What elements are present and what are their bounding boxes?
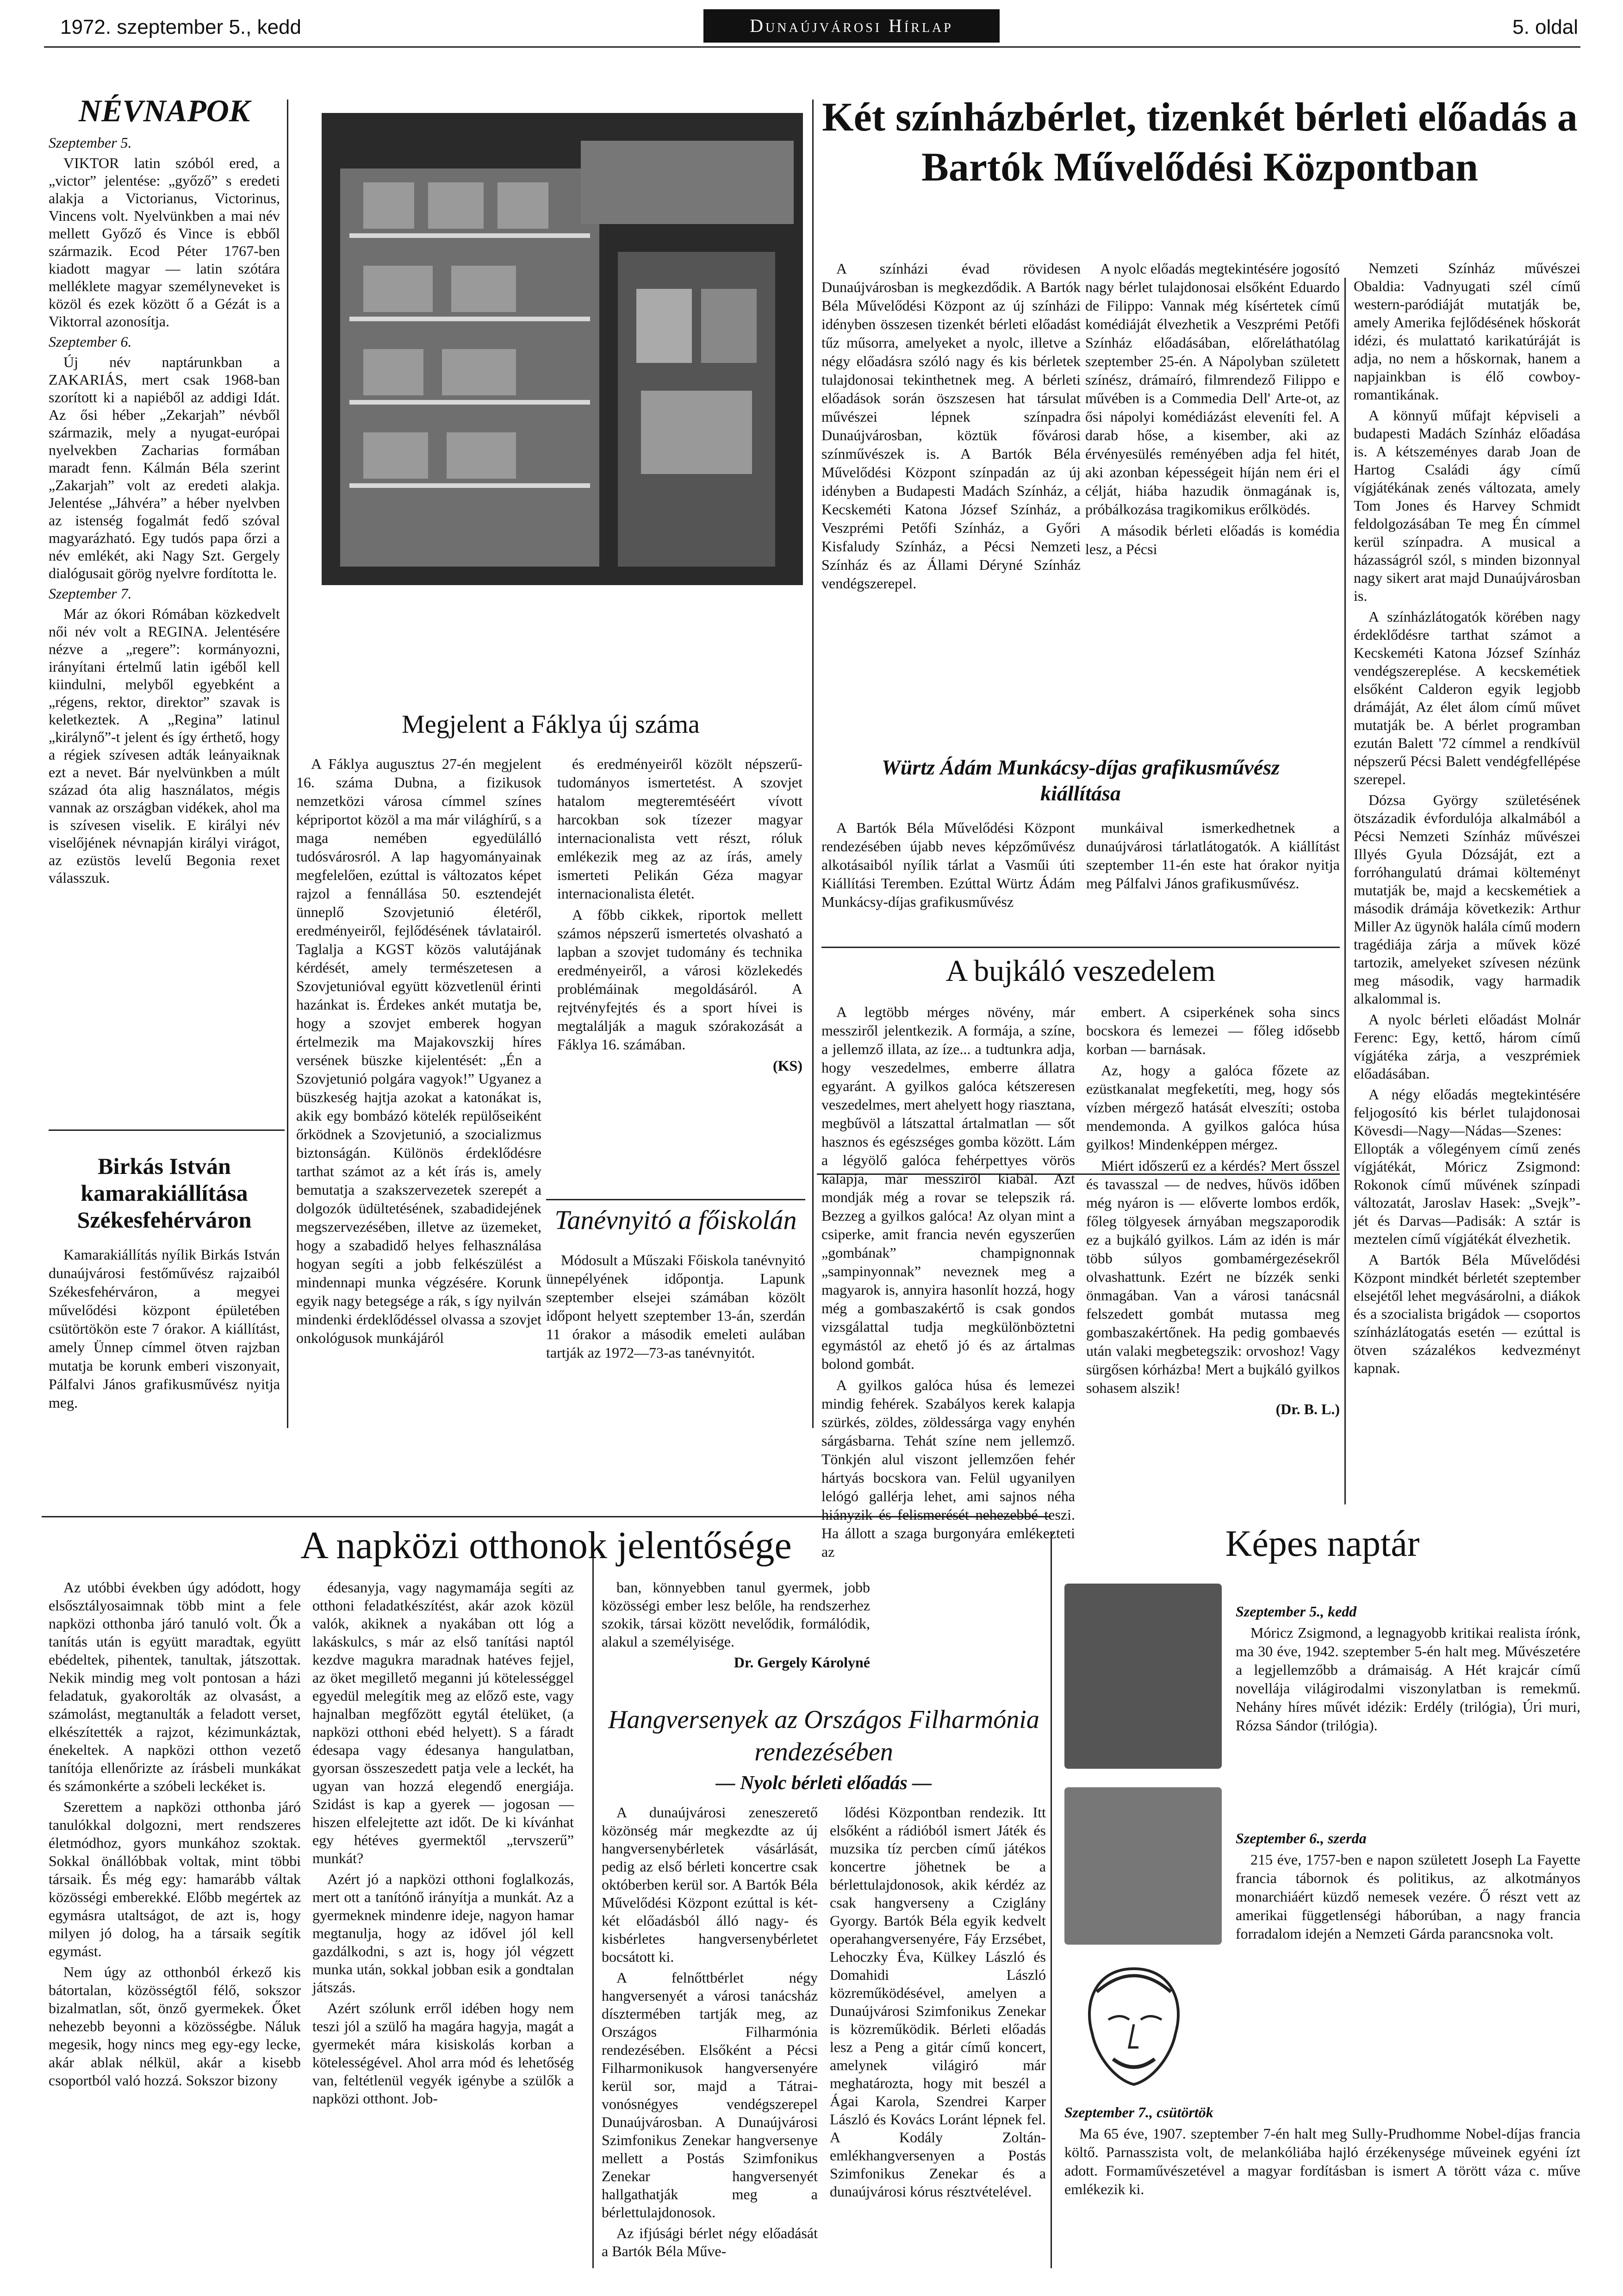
kepes-title: Képes naptár (1225, 1523, 1420, 1564)
nevnapok-article (49, 93, 280, 1125)
paragraph: A Fáklya augusztus 27-én megjelent 16. száma Dubna, a fizikusok nemzetközi városa címmel színes képriportot közöl a ma már világhírű, s a maga nemében egyedülálló tudósvárosról. A lap hagyományainak megfelelően, ezúttal is változatos képet rajzol a fennállása 50. esztendejét ünneplő Szovjetunió életéről, eredményeiről, fejlődésének távlatairól. Taglalja a KGST közös valutájának kérdését, amely természetesen a Szovjetunióval együtt közvetlenül érinti hazánkat is. Érdekes ankét mutatja be, hogy a szovjet emberek hogyan értelmezik ma Majakovszkij híres versének büszke kijelentését: „Én a Szovjetunió polgára vagyok!” Ugyanez a büszkeség hajtja azokat a katonákat is, akik egy bombázó kötelék repülőseiként őrködnek a Szovjetunió, a szocializmus biztonságán. Különös érdeklődésre tarthat számot az a két írás is, amely bemutatja a szakszervezetek szerepét a dolgozók üdültetésének, szabadidejének megszervezésében, illetve az üzemeket, hogy a szabadidő helyes felhasználása hogyan segíti a jobb felkészülést a mindennapi munka végzésére. Korunk egyik nagy betegsége a rák, s így nyilván mindenki érdeklődéssel olvassa a szovjet onkológusok munkájáról (296, 755, 541, 1346)
paragraph: Módosult a Műszaki Főiskola tanévnyitó ünnepélyének időpontja. Lapunk szeptember elsejei számában közölt időpont helyett szeptember 13-án, szerdán 11 órakor a második emeleti aulában tartják az 1972—73-as tanévnyitót. (546, 1252, 805, 1361)
portrait-moricz (1064, 1584, 1222, 1769)
dateline: Szeptember 5. (49, 134, 132, 151)
section-rule (821, 947, 1340, 948)
bujkalo-title: A bujkáló veszedelem (945, 954, 1216, 988)
paragraph: édesanyja, vagy nagymamája segíti az otthoni feladatkészítést, akár azok közül valók, akiknek a nyakában ott lóg a lakáskulcs, s már az első tanítási naptól kezdve magukra maradnak hatéves fejjel, az öket megillető meganni jú kötelességgel egyedül melegítik meg az előző este, vagy hajnalban megfőzött egytál ételüket, (a napközi otthoni ebéd helyett). S a fáradt édesapa vagy édesanya hangulatban, gyorsan összeszedett patja vele a leckét, ha ugyan van hozzá elegendő energiája. Szidást is kap a gyerek — jogosan — hiszen elfelejtette azt időt. De ki kívánhat egy hétéves gyermektől „tervszerű” munkát? (312, 1579, 574, 1866)
paragraph: Azért szólunk erről idében hogy nem teszi jól a szülő ha magára hagyja, magát a gyermekét mára kisiskolás korban a kötelességével. Ahol arra mód és lehetőség van, feltétlenül vegyék igénybe a szülők a napközi otthont. Job- (312, 2000, 574, 2107)
szinhaz-headline (819, 93, 1580, 250)
napkozi-column-1 (49, 1578, 301, 2273)
calendar-date: Szeptember 5., kedd (1236, 1603, 1357, 1620)
szinhaz-column-2 (1085, 259, 1340, 745)
faklya-title: Megjelent a Fáklya új száma (402, 710, 700, 739)
paragraph: és eredményeiről közölt népszerű-tudományos ismertetést. A szovjet hatalom megteremtéséért vívott harcokban sok tízezer magyar internacionalista vett részt, róluk emlékezik meg az az írás, amely ismerteti Pelikán Géza magyar internacionalista életét. (557, 755, 802, 902)
hangverseny-article (602, 1703, 1046, 2273)
paragraph: Kamarakiállítás nyílik Birkás István dunaújvárosi festőművész rajzaiból Székesfehérváron, a megyei művelődési központ épületében csütörtökön este 7 órakor. A kiállítást, amely Ünnep címmel ötven rajzban mutatja be korunk emberi viszonyait, Pálfalvi János grafikusművész nyitja meg. (49, 1246, 280, 1411)
paragraph: A legtöbb mérges növény, már messziről jelentkezik. A formája, a színe, a jellemző illata, az íze... a tudtunkra adja, hogy veszedelmes, emberre állatra egyaránt. A gyilkos galóca kétszeresen veszedelmes, mert ahelyett hogy riasztana, megbűvöl a látszattal ártalmatlan — sőt hasznos és egészséges gomba között. Lám a légyölő galóca fehérpettyes vörös kalapja, már messziről kiabál. Azt mondják még a rovar se telepszik rá. Bezzeg a gyilkos galóca! Az olyan mint a csiperke, amit francia nevén egyszerűen „gombának” champignonnak „sampinyonnak” neveznek meg a magyarok is, annyira hasonlít hozzá, hogy még a gombaszakértő is csak gondos vizsgálattal tudja megkülönböztetni egymástól az ehető jó és az ártalmas bolond gombát. (821, 1004, 1075, 1372)
faklya-signature: (KS) (773, 1057, 802, 1074)
column-rule (812, 100, 814, 1428)
tanevnyito-title: Tanévnyitó a főiskolán (554, 1205, 797, 1235)
portrait-sully-prudhomme (1064, 1959, 1203, 2098)
szinhaz-column-3 (1354, 259, 1580, 1376)
masthead-date: 1972. szeptember 5., kedd (60, 16, 301, 38)
paragraph: Már az ókori Rómában közkedvelt női név volt a REGINA. Jelentésére nézve a „regere”: kormányozni, irányítani értelmű latin igéből kell kiindulni, melyből egyebként a „régens, rektor, direktor” szavak is keletkeztek. A „Regina” latinul „királynő”-t jelent és így érthető, hogy a régiek szívesen adták leányaiknak ezt a nevet. Bár nyelvünkben a múlt század óta alig használatos, mégis vannak az országban vidékek, ahol ma is szívesen viselik. E királyi név viselőjének névnapján királyi virágot, az ezüstös levelű Begonia rexet válasszuk. (49, 605, 280, 886)
hangverseny-title: Hangversenyek az Országos Filharmónia rendezésében (608, 1705, 1039, 1766)
masthead-page-number: 5. oldal (1512, 16, 1578, 38)
paragraph: Azért jó a napközi otthoni foglalkozás, mert ott a tanítónő irányítja a munkát. Az a gyermeknek mindenre ideje, nagyon hamar megtanulja, hogy az idővel jól kell gazdálkodni, s azt is, hogy jól végzett munka után, sokkal jobban esik a gondtalan játszás. (312, 1871, 574, 1996)
calendar-entry (1064, 1959, 1580, 2098)
paragraph: Az ifjúsági bérlet négy előadását a Bartók Béla Műve- (602, 2225, 818, 2259)
tessek-article (296, 97, 805, 722)
paragraph: A könnyű műfajt képviseli a budapesti Madách Színház előadása is. A kétszeményes darab Joan de Hartog Családi ágy című vígjátékának zenés változata, amely Tom Jones és Harvey Schmidt feldolgozásában Te meg Én címmel kerül színpadra. A musical a házasságról szól, s minden bizonnyal nagy sikert arat majd Dunaújvárosban is. (1354, 407, 1580, 604)
napkozi-column-2 (312, 1578, 574, 2273)
napkozi-signature: Dr. Gergely Károlyné (734, 1654, 870, 1671)
paragraph: A színházlátogatók körében nagy érdeklődésre tarthat számot a Kecskeméti Katona József Színház vendégszereplése. A kecskemétiek elsőként Calderon egyik legjobb drámáját, Az élet álom című művet mutatják be. A bérlet programban ezután Balett '72 címmel a rendkívül népszerű Pécsi Balett vendégfellépése szerepel. (1354, 608, 1580, 787)
paragraph: ban, könnyebben tanul gyermek, jobb közösségi ember lesz belőle, ha rendszerhez szokik, társai között nevelődik, formálódik, alakul a személyisége. (602, 1579, 870, 1650)
paragraph: Szerettem a napközi otthonba járó tanulókkal dolgozni, mert rendszeres életmódhoz, gyors munkához szoktak. Sokkal önállóbbak voltak, mint többi társaik. És még egy: hamarább váltak közösségi emberekké. Előbb megértek az egymásra utaltságot, de azt is, hogy milyen jó dolog, ha a társaik segítik egymást. (49, 1798, 301, 1959)
paragraph: munkáival ismerkedhetnek a dunaújvárosi tárlatlátogatók. A kiállítást szeptember 11-én este hat órakor nyitja meg Pálfalvi János grafikusművész. (1086, 819, 1340, 892)
nevnapok-title: NÉVNAPOK (78, 93, 250, 128)
calendar-text: Móricz Zsigmond, a legnagyobb kritikai realista írónk, ma 30 éve, 1942. szeptember 5-én halt meg. Művészetére a legjellemzőbb a drámaiság. A Hét krajcár című novellája világirodalmi viszonylatban is remekmű. Nehány híres művét idézik: Erdély (trilógia), Úri muri, Rózsa Sándor (trilógia). (1236, 1624, 1580, 1734)
column-rule (592, 1541, 594, 2268)
hangverseny-subtitle: — Nyolc bérleti előadás — (715, 1772, 932, 1794)
paragraph: lődési Központban rendezik. Itt elsőként a rádióból ismert Játék és muzsika tíz percben című játékos koncertre jöhetnek be a bérlettulajdonosok, akik kérdéz az csak hangverseny a Cziglány Gyorgy. Bartók Béla egyik kedvelt operahangversenyére, Fáy Erzsébet, Lehoczky Éva, Külkey László és Domahidi László közreműködésével, amelyen a Dunaújvárosi Szimfonikus Zenekar is közreműködik. Bérleti előadás lesz a Peng a gitár című koncert, amelynek világiró már meghatározta, hogy mit beszél a Ágai Karola, Szendrei Karper László és Kovács Loránt lépnek fel. A Kodály Zoltán-emlékhangversenyen a Postás Szimfonikus Zenekar és a dunaújvárosi kórus résztvételével. (830, 1804, 1046, 2200)
calendar-entry (1064, 1787, 1580, 1946)
napkozi-column-3 (602, 1578, 1046, 1694)
paragraph: A gyilkos galóca húsa és lemezei mindig fehérek. Szabályos kerek kalapja szürkés, zöldes, zöldessárga vagy enyhén sárgásbarna. Tehát színe nem jellemző. Tönkjén alul viszont jellemzően fehér hártyás bocskora van. Felül ugyanilyen lelógó gallérja lehet, ami sajnos néha hiányzik és felismerését nehezebbé teszi. Ha állott a szaga burgonyára emlékezteti az (821, 1377, 1075, 1560)
wurtz-article (821, 755, 1340, 954)
birkas-title: Birkás István kamarakiállítása Székesfehérváron (77, 1153, 252, 1233)
paragraph: Dózsa György születésének ötszázadik évfordulója alkalmából a Pécsi Nemzeti Színház művészei Illyés Gyula Dózsáját, ezt a forróhangulatú drámai költeményt mutatják be, majd a kecskemétiek a második drámája következik: Arthur Miller Az ügynök halála című modern tragédiája zárja a művek közé tartozik, amelyeket szívesen nézünk meg második, vagy harmadik alkalommal is. (1354, 792, 1580, 1007)
column-rule (1344, 278, 1346, 1504)
szinhaz-column-1 (821, 259, 1081, 745)
paragraph: Nemzeti Színház művészei Obaldia: Vadnyugati szél című western-paródiáját mutatják be, amely Amerika fejlődésének hőskorát idézi, és mulattató karikatúráját is adja, no nem a hőskornak, hanem a napjainkban is élő cowboy-romantikának. (1354, 260, 1580, 403)
paragraph: A nyolc előadás megtekintésére jogosító nagy bérlet tulajdonosai elsőként Eduardo de Filippo: Vannak még kísértetek című komédiáját élvezhetik a Veszprémi Petőfi Színház előadásában, előreláthatólag szeptember 25-én. A Nápolyban született színész, drámaíró, filmrendező Filippo e művében is a Commedia Dell' Arte-ot, az ősi nápolyi komédiázást eleveníti fel. A darab hőse, a kisember, aki az érvényesülés reményében adja fel hitét, aki azonban képességeit híján nem éri el célját, hiába hazudik önmagának is, próbálkozása tragikomikus erőlködés. (1085, 260, 1340, 518)
paragraph: Új név naptárunkban a ZAKARIÁS, mert csak 1968-ban szorított ki a napiéből az addigi Idát. Az ősi héber „Zekarjah” névből származik, mely a nyugat-európai nyelvekben Zacharias formában maradt fenn. Kálmán Béla szerint „Zakarjah” volt az eredeti alakja. Jelentése „Jáhvéra” a héber nyelvben az istenség fogalmát fedő szóval magyarázható. Egy tudós papa őrzi a név emlékét, aki Nagy Szt. Gergely dialógusait görög nyelvre fordította le. (49, 354, 280, 581)
paragraph: A nyolc bérleti előadást Molnár Ferenc: Egy, kettő, három című vígjátéka zárja, a veszprémiek előadásában. (1354, 1011, 1580, 1082)
szinhaz-title: Két színházbérlet, tizenkét bérleti előadás a Bartók Művelődési Központban (822, 95, 1578, 190)
wurtz-title: Würtz Ádám Munkácsy-díjas grafikusművész kiállítása (881, 755, 1280, 805)
portrait-lafayette (1064, 1787, 1222, 1945)
paragraph: Az utóbbi években úgy adódott, hogy elsősztályosaimnak több mint a fele napközi otthonba járó tanuló volt. Ők a tanítás után is együtt maradtak, együtt ebédeltek, pihentek, tanultak, játszottak. Nekik mindig meg volt pontosan a házi feladatuk, gyakorolták az olvasást, a számolást, megtanulták a feladott verset, elkészítették a rajzot, kézimunkáztak, énekeltek. A napközi otthon vezető tanítója ellenőrizte az írásbeli munkákat és számonkérte a szóbeli leckéket is. (49, 1579, 301, 1794)
calendar-date: Szeptember 7., csütörtök (1064, 2104, 1213, 2121)
paragraph: A felnőttbérlet négy hangversenyét a városi tanácsház dísztermében tartják meg, az Országos Filharmónia rendezésében. Elsőként a Pécsi Filharmonikusok hangversenyére kerül sor, majd a Tátrai-vonósnégyes vendégszerepel Dunaújvárosban. A Dunaújvárosi Szimfonikus Zenekar hangversenye mellett a Postás Szimfonikus Zenekar hangversenyét hallgathatják meg a bérlettulajdonosok. (602, 1969, 818, 2221)
paragraph: VIKTOR latin szóból ered, a „victor” jelentése: „győző” s eredeti alakja a Victorianus, Victorinus, Vincens volt. Nyelvünkben a mai név mellett Győző és Vince is ebből származik. Ecod Péter 1767-ben kiadott magyar — latin szótára melléklete magyar személyneveket is közöl és ezek között ő a Gézát is a Viktorral azonosítja. (49, 155, 280, 330)
section-rule (49, 1129, 285, 1131)
paragraph: A második bérleti előadás is komédia lesz, a Pécsi (1085, 522, 1340, 557)
column-rule (1051, 1532, 1052, 2268)
calendar-date: Szeptember 6., szerda (1236, 1830, 1367, 1847)
paragraph: A színházi évad rövidesen Dunaújvárosban is megkezdődik. A Bartók Béla Művelődési Központ az új színházi idényben összesen tizenkét bérleti előadást tűz műsorra, amelyeket a nyolc, illetve a négy előadásra szóló nagy és kis bérletek tulajdonosai tekinthetnek meg. A bérleti előadások során öszszesen hat társulat művészei lépnek színpadra Dunaújvárosban, köztük fővárosi színművészek is. A Bartók Béla Művelődési Központ színpadán az új idényben a Budapesti Madách Színház, a Kecskeméti Katona József Színház, a Veszprémi Petőfi Színház, a Győri Kisfaludy Színház, a Pécsi Nemzeti Színház és az Állami Déryné Színház vendégszerepel. (821, 260, 1081, 592)
paragraph: A Bartók Béla Művelődési Központ mindkét bérletét szeptember elsejétől lehet megvásárolni, a diákok és a szocialista brigádok — csoportos színházlátogatás esetén — ezúttal is ötven százalékos kedvezményt kapnak. (1354, 1251, 1580, 1376)
calendar-text: 215 éve, 1757-ben e napon született Joseph La Fayette francia tábornok és politikus, az alkotmányos monarchiáért küzdő nemesek vezére. Ő részt vett az amerikai függetlenségi háborúban, a nagy francia forradalom idején a Nemzeti Gárda parancsnoka volt. (1236, 1851, 1580, 1942)
bujkalo-signature: (Dr. B. L.) (1275, 1401, 1340, 1417)
newsstand-photo (322, 113, 803, 585)
napkozi-title: A napközi otthonok jelentősége (300, 1524, 792, 1567)
dateline: Szeptember 7. (49, 585, 132, 602)
masthead (42, 9, 1583, 49)
paragraph: A főbb cikkek, riportok mellett számos népszerű ismertetés olvasható a lapban a szovjet tudomány és technika eredményeiről, a városi közlekedés problémáinak megoldásáról. A rejtvényfejtés és a sport hívei is megtalálják a maguk szórakozását a Fáklya 16. számában. (557, 906, 802, 1053)
masthead-paper-name: Dunaújvárosi Hírlap (703, 9, 1000, 43)
tanevnyito-article (546, 1204, 805, 1504)
paragraph: A négy előadás megtekintésére feljogosító kis bérlet tulajdonosai Kövesdi—Nagy—Nádas—Szenes: Ellopták a vőlegényem című zenés vígjátékát, Móricz Zsigmond: Rokonok című művének színpadi változatát, Jaroslav Hasek: „Svejk”-jét és Darvas—Padisák: A sztár is meztelen című vígjátékát élvezhetik. (1354, 1086, 1580, 1247)
kepes-naptar (1064, 1523, 1580, 2273)
calendar-text: Ma 65 éve, 1907. szeptember 7-én halt meg Sully-Prudhomme Nobel-díjas francia költő. Parnasszista volt, de melankóliába hajló érzékenysége műveinek egyéni ízt adott. Formaművészetével a magyar fordításban is ismert A törött váza c. műve emlékezik ki. (1064, 2125, 1580, 2197)
paragraph: Nem úgy az otthonból érkező kis bátortalan, közösségtől félő, sokszor bizalmatlan, sőt, önző gyermekek. Őket nehezebb beyonni a közösségbe. Náluk megesik, hogy nincs meg egy-egy lecke, akár ablak nélkül, akár a kisebb csoportból való hozzá. Sokszor bizony (49, 1964, 301, 2089)
paragraph: A dunaújvárosi zeneszerető közönség már megkezdte az új hangversenybérletek vásárlását, pedig az első bérleti koncertre csak októberben kerül sor. A Bartók Béla Művelődési Központ ezúttal is két-két előadásból álló nagy- és kisbérletes hangversenybérletet bocsátott ki. (602, 1804, 818, 1965)
paragraph: A Bartók Béla Művelődési Központ rendezésében újabb neves képzőművész alkotásaiból nyílik tárlat a Vasműi úti Kiállítási Teremben. Ezúttal Würtz Ádám Munkácsy-díjas grafikusművész (821, 819, 1075, 910)
masthead-rule (44, 46, 1580, 48)
paragraph: Miért időszerű ez a kérdés? Mert ősszel és tavasszal — de nedves, hűvös időben még nyáron is — előverte lombos erdők, főleg tölgyesek árnyában megszaporodik ez a bujkáló gyilkos. Lám az idén is már több súlyos gombamérgezésekről olvashattunk. Ezért ne bízzék senki önmagában. Van a városi tanácsnál felszedett gombát mutassa meg gombaszakértőnek. Ha pedig gombaevés után valaki megbetegszik: orvoshoz! Vagy sürgősen kórházba! Mert a bujkáló gyilkos sohasem alszik! (1086, 1157, 1340, 1396)
napkozi-headline (46, 1523, 1046, 1574)
dateline: Szeptember 6. (49, 333, 132, 350)
paragraph: Az, hogy a galóca főzete az ezüstkanalat megfeketíti, meg, hogy sós vízben mérgező hatását elveszíti; ostoba mendemonda. A gyilkos galóca húsa gyilkos! Mindenképpen mérgez. (1086, 1062, 1340, 1153)
paragraph: embert. A csiperkének soha sincs bocskora és lemezei — főleg idősebb korban — barnásak. (1086, 1004, 1340, 1057)
calendar-entry (1064, 1584, 1580, 1769)
column-rule (287, 100, 288, 1428)
birkas-article (49, 1153, 280, 1477)
